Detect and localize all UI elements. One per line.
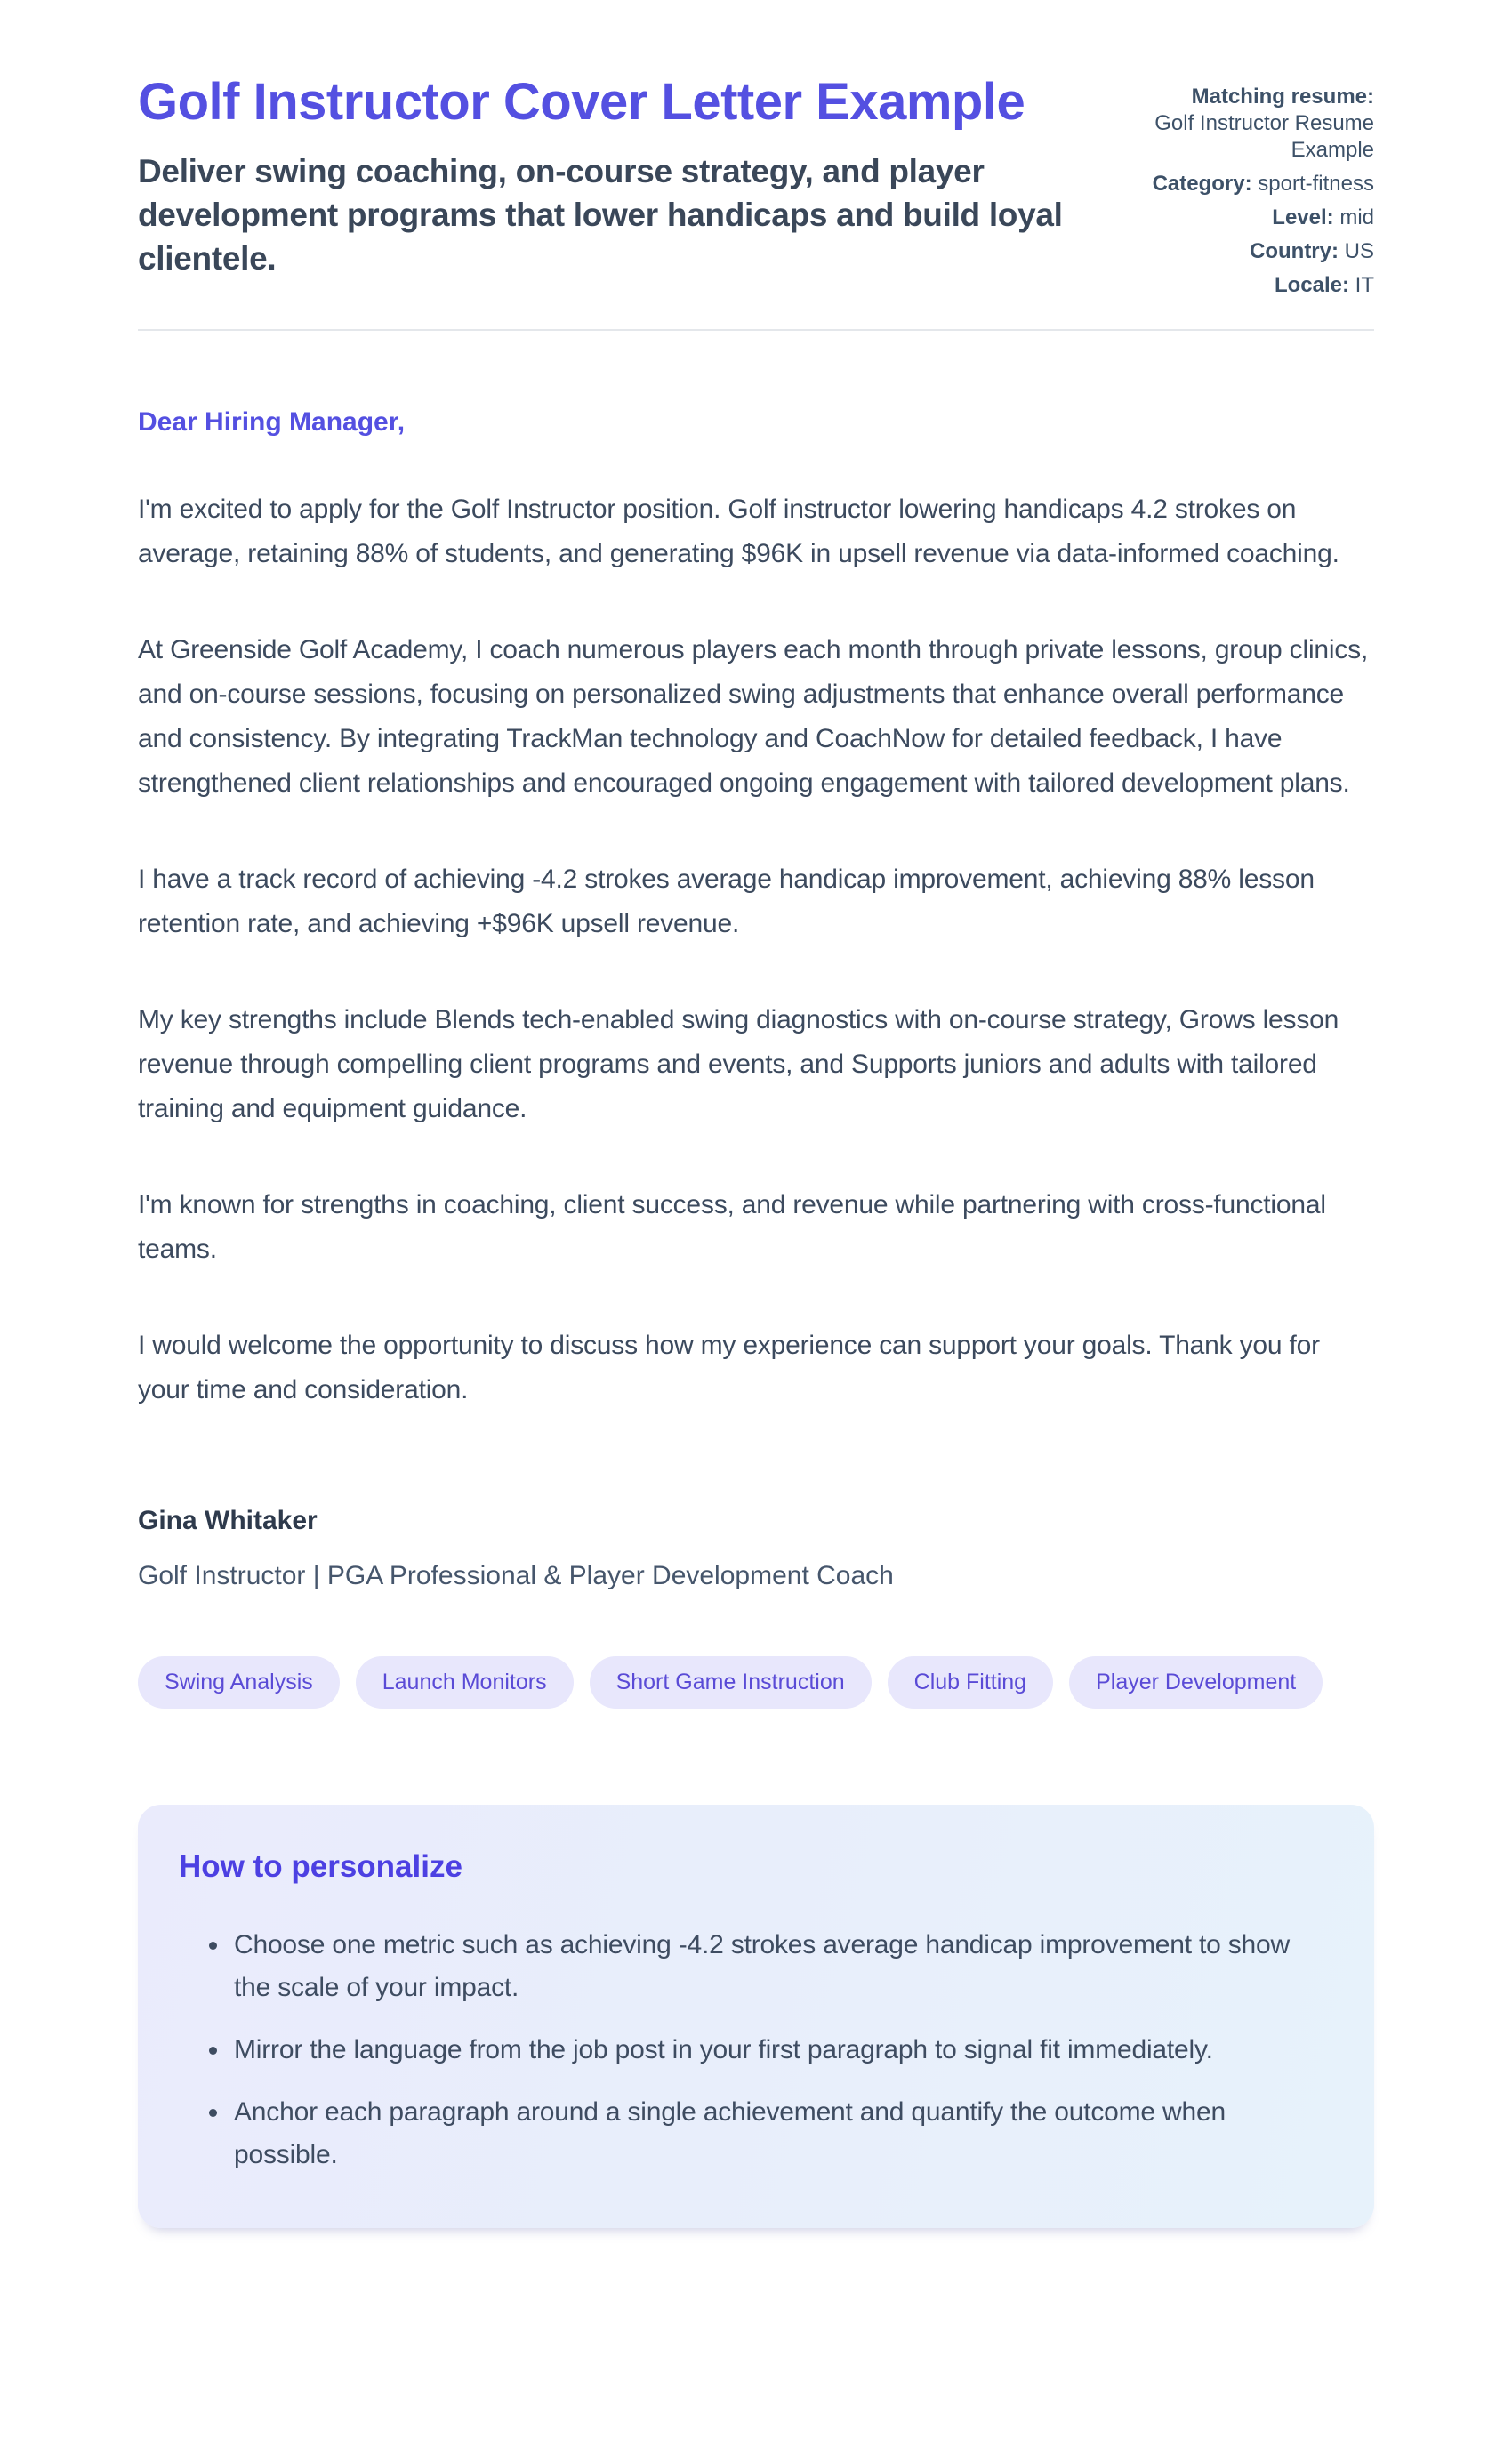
- skill-tag-player-development[interactable]: Player Development: [1069, 1656, 1323, 1709]
- meta-value: US: [1344, 239, 1374, 263]
- personalize-tip: Anchor each paragraph around a single achievement and quantify the outcome when possible.: [209, 2091, 1321, 2176]
- skill-tag-swing-analysis[interactable]: Swing Analysis: [138, 1656, 340, 1709]
- page-title: Golf Instructor Cover Letter Example: [138, 73, 1025, 131]
- skill-tags: [138, 1656, 1374, 1709]
- skill-tag-short-game-instruction[interactable]: Short Game Instruction: [590, 1656, 872, 1709]
- skill-tag-club-fitting[interactable]: Club Fitting: [888, 1656, 1053, 1709]
- meta-value: IT: [1355, 273, 1374, 297]
- personalize-heading: How to personalize: [179, 1849, 462, 1884]
- header: [138, 75, 1374, 331]
- meta-country: [1147, 238, 1374, 265]
- letter-paragraph: At Greenside Golf Academy, I coach numerous players each month through private lessons, group clinics, and on-course sessions, focusing on personalized swing adjustments that enhance overall performance and consistency. By integrating TrackMan technology and CoachNow for detailed feedback, I have strengthened client relationships and encouraged ongoing engagement with tailored development plans.: [138, 635, 1369, 798]
- meta-value: mid: [1339, 205, 1374, 229]
- signature-role: Golf Instructor | PGA Professional & Player Development Coach: [138, 1561, 894, 1590]
- meta-value: sport-fitness: [1258, 172, 1374, 196]
- letter-paragraph: My key strengths include Blends tech-enabled swing diagnostics with on-course strategy, Grows lesson revenue through compelling client programs and events, and Supports juniors and adults with tailored training and equipment guidance.: [138, 1005, 1339, 1123]
- personalize-tip: Mirror the language from the job post in your first paragraph to signal fit immediately.: [209, 2029, 1321, 2072]
- meta-category: [1147, 171, 1374, 197]
- personalize-tip: Choose one metric such as achieving -4.2 strokes average handicap improvement to show the scale of your impact.: [209, 1924, 1321, 2009]
- content-container: [138, 75, 1374, 2228]
- signature-name: Gina Whitaker: [138, 1506, 318, 1535]
- letter-paragraph: I'm known for strengths in coaching, client success, and revenue while partnering with cross-functional teams.: [138, 1190, 1326, 1264]
- meta-label: Matching resume:: [1191, 84, 1374, 109]
- meta-label: Locale:: [1274, 273, 1349, 297]
- letter-paragraph: I have a track record of achieving -4.2 strokes average handicap improvement, achieving 88% lesson retention rate, and achieving +$96K upsell revenue.: [138, 865, 1315, 938]
- meta-label: Category:: [1152, 172, 1252, 196]
- meta-label: Level:: [1272, 205, 1334, 229]
- meta-locale: [1147, 272, 1374, 299]
- personalize-box: [138, 1805, 1374, 2228]
- meta-matching-resume: [1147, 84, 1374, 164]
- letter-paragraph: I would welcome the opportunity to discuss how my experience can support your goals. Thank you for your time and consideration.: [138, 1331, 1320, 1404]
- header-text-block: [138, 75, 1116, 280]
- page-subtitle: Deliver swing coaching, on-course strategy, and player development programs that lower handicaps and build loyal clientele.: [138, 153, 1063, 277]
- meta-level: [1147, 205, 1374, 231]
- meta-panel: [1147, 75, 1374, 306]
- letter-paragraph: I'm excited to apply for the Golf Instructor position. Golf instructor lowering handicaps 4.2 strokes on average, retaining 88% of students, and generating $96K in upsell revenue via data-informed coaching.: [138, 495, 1339, 568]
- meta-label: Country:: [1250, 239, 1339, 263]
- salutation: Dear Hiring Manager,: [138, 407, 406, 437]
- cover-letter-body: [138, 331, 1374, 1709]
- meta-value: Golf Instructor Resume Example: [1154, 111, 1374, 162]
- skill-tag-launch-monitors[interactable]: Launch Monitors: [356, 1656, 574, 1709]
- personalize-list: [179, 1924, 1321, 2176]
